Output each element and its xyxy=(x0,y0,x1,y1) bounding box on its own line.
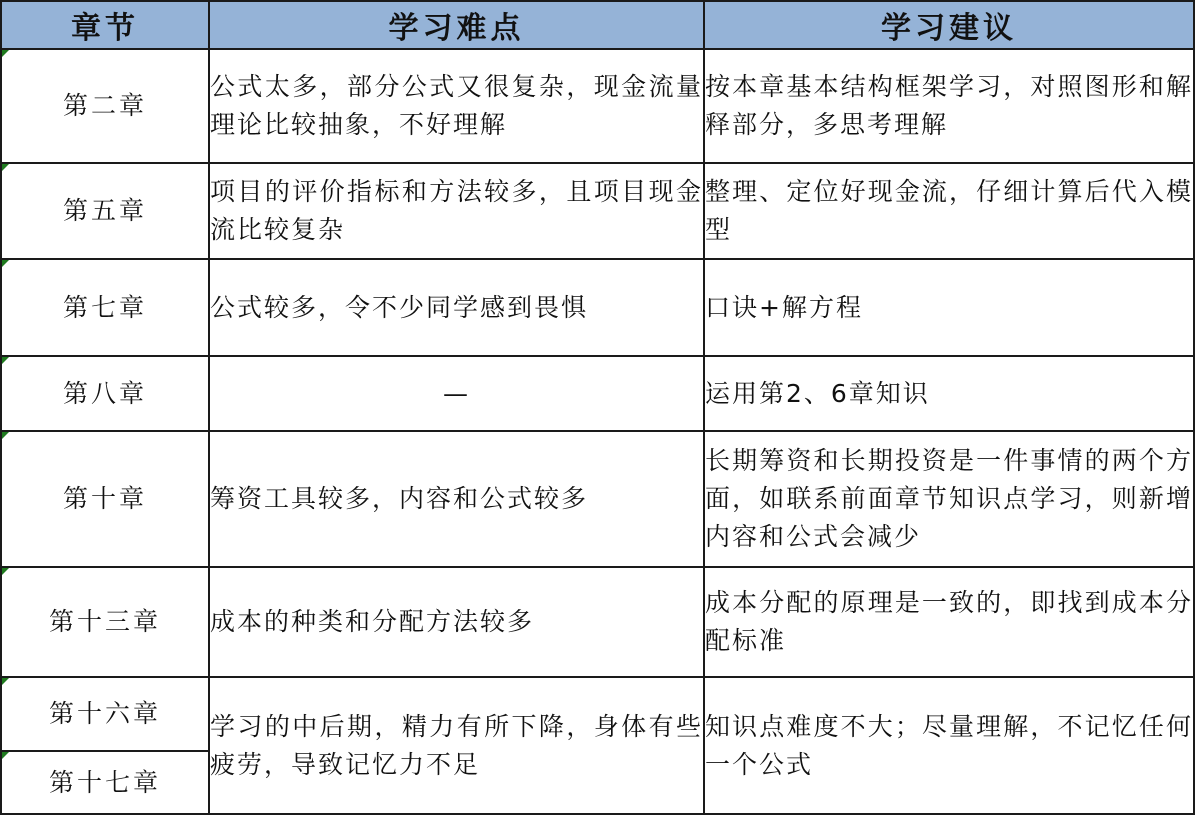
cell-marker-icon xyxy=(2,568,9,575)
difficulty-cell: — xyxy=(209,356,704,431)
chapter-cell: 第八章 xyxy=(1,356,209,431)
header-difficulty: 学习难点 xyxy=(209,1,704,49)
table-row xyxy=(1,567,1194,677)
cell-marker-icon xyxy=(2,50,9,57)
advice-cell: 口诀+解方程 xyxy=(704,259,1194,356)
difficulty-cell: 公式较多，令不少同学感到畏惧 xyxy=(209,259,704,356)
cell-marker-icon xyxy=(2,260,9,267)
difficulty-cell: 成本的种类和分配方法较多 xyxy=(209,567,704,677)
advice-cell: 知识点难度不大；尽量理解，不记忆任何一个公式 xyxy=(704,677,1194,814)
header-advice: 学习建议 xyxy=(704,1,1194,49)
cell-marker-icon xyxy=(2,164,9,171)
cell-marker-icon xyxy=(2,678,9,685)
chapter-cell: 第五章 xyxy=(1,163,209,259)
table-row xyxy=(1,431,1194,567)
table-row xyxy=(1,49,1194,163)
chapter-cell: 第七章 xyxy=(1,259,209,356)
difficulty-cell: 公式太多，部分公式又很复杂，现金流量理论比较抽象，不好理解 xyxy=(209,49,704,163)
chapter-cell: 第十七章 xyxy=(1,751,209,814)
difficulty-cell: 筹资工具较多，内容和公式较多 xyxy=(209,431,704,567)
header-chapter: 章节 xyxy=(1,1,209,49)
header-row xyxy=(1,1,1194,49)
advice-cell: 长期筹资和长期投资是一件事情的两个方面，如联系前面章节知识点学习，则新增内容和公式会减少 xyxy=(704,431,1194,567)
chapter-cell: 第二章 xyxy=(1,49,209,163)
advice-cell: 整理、定位好现金流，仔细计算后代入模型 xyxy=(704,163,1194,259)
table-row xyxy=(1,356,1194,431)
cell-marker-icon xyxy=(2,357,9,364)
table-row xyxy=(1,677,1194,751)
chapter-cell: 第十章 xyxy=(1,431,209,567)
table-row xyxy=(1,163,1194,259)
advice-cell: 按本章基本结构框架学习，对照图形和解释部分，多思考理解 xyxy=(704,49,1194,163)
cell-marker-icon xyxy=(2,432,9,439)
advice-cell: 成本分配的原理是一致的，即找到成本分配标准 xyxy=(704,567,1194,677)
advice-cell: 运用第2、6章知识 xyxy=(704,356,1194,431)
table-row xyxy=(1,259,1194,356)
chapter-cell: 第十六章 xyxy=(1,677,209,751)
difficulty-cell: 项目的评价指标和方法较多，且项目现金流比较复杂 xyxy=(209,163,704,259)
difficulty-cell: 学习的中后期，精力有所下降，身体有些疲劳，导致记忆力不足 xyxy=(209,677,704,814)
chapter-cell: 第十三章 xyxy=(1,567,209,677)
cell-marker-icon xyxy=(2,752,9,759)
